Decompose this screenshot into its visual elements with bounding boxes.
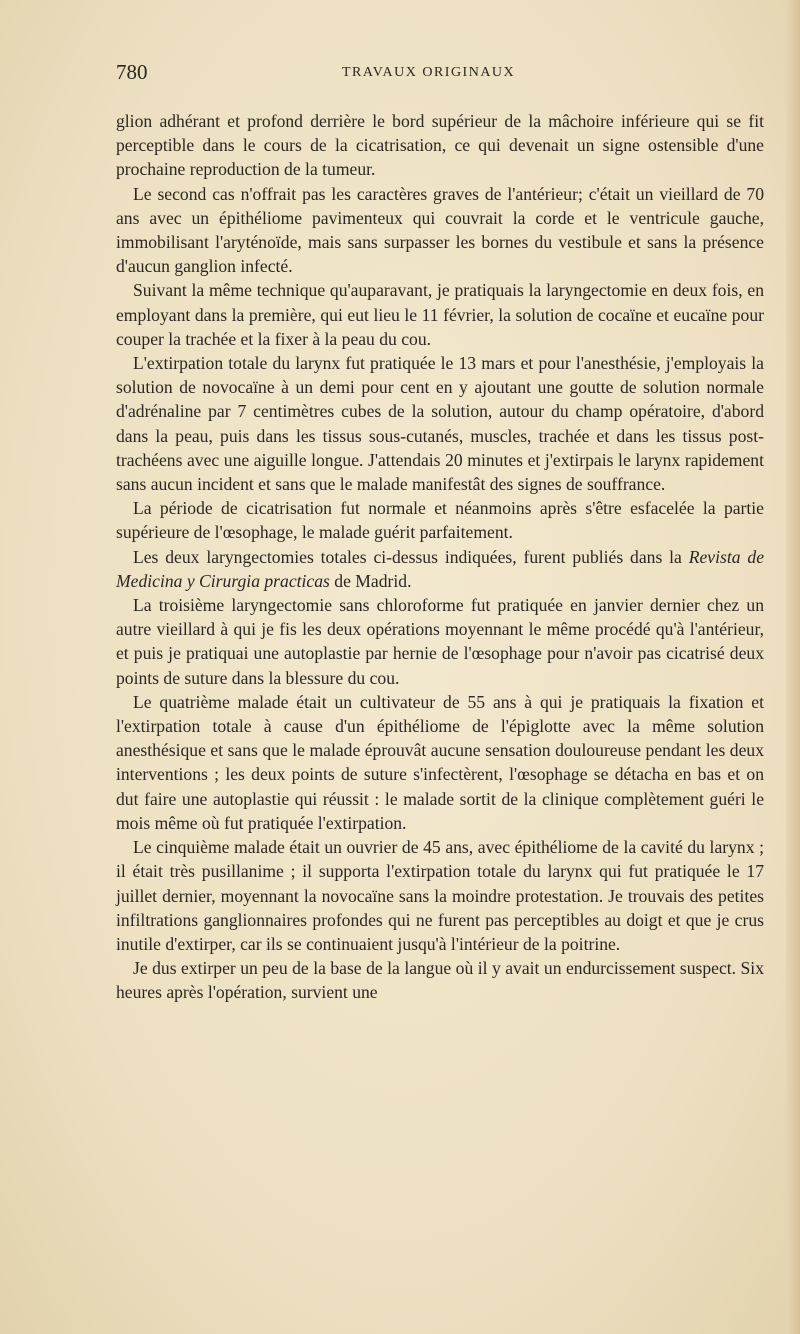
paragraph: Je dus extirper un peu de la base de la langue où il y avait un endurcissement suspect. Six heures après l'opération, survient une (116, 958, 764, 1003)
paragraph: La période de cicatrisation fut normale et néanmoins après s'être esfacelée la partie supérieure de l'œsophage, le malade guérit parfaitement. (116, 498, 764, 543)
paragraph: Le quatrième malade était un cultivateur de 55 ans à qui je pratiquais la fixation et l'extirpation totale à cause d'un épithéliome de l'épiglotte avec la même solution anesthésique et sans que le malade éprouvât aucune sensation douloureuse pendant les deux interventions ; les deux points de suture s'infectèrent, l'œsophage se détacha en bas et on dut faire une autoplastie qui réussit : le malade sortit de la clinique complètement guéri le mois même où fut pratiquée l'extirpation. (116, 691, 764, 833)
citation-lead: Les deux laryngectomies totales ci-dessus indiquées, furent publiés dans la (133, 546, 682, 567)
journal-location: de Madrid. (334, 570, 412, 591)
running-head (116, 60, 766, 92)
paragraph: Suivant la même technique qu'auparavant, je pratiquais la laryngectomie en deux fois, en employant dans la première, qui eut lieu le 11 février, la solution de cocaïne et eucaïne pour couper la trachée et la fixer à la peau du cou. (116, 280, 764, 349)
page-number: 780 (116, 60, 148, 84)
paragraph: L'extirpation totale du larynx fut pratiquée le 13 mars et pour l'anesthésie, j'employais la solution de novocaïne à un demi pour cent en y ajoutant une goutte de solution normale d'adrénaline par 7 centimètres cubes de la solution, autour du champ opératoire, d'abord dans la peau, puis dans les tissus sous-cutanés, muscles, trachée et dans les tissus post-trachéens avec une aiguille longue. J'attendais 20 minutes et j'extirpais le larynx rapidement sans aucun incident et sans que le malade manifestât des signes de souffrance. (116, 353, 764, 495)
journal-title: Revista de Medicina y Cirurgia practicas (116, 546, 765, 591)
paragraph: Le second cas n'offrait pas les caractères graves de l'antérieur; c'était un vieillard de 70 ans avec un épithéliome pavimenteux qui couvrait la corde et le ventricule gauche, immobilisant l'aryténoïde, mais sans surpasser les bornes du vestibule et sans la présence d'aucun ganglion infecté. (116, 183, 764, 277)
paragraph: glion adhérant et profond derrière le bord supérieur de la mâchoire inférieure qui se fit perceptible dans le cours de la cicatrisation, ce qui devenait un signe ostensible d'une prochaine reproduction de la tumeur. (116, 111, 764, 180)
paragraph-citation (116, 545, 764, 593)
page-edge (786, 0, 800, 1334)
paragraph: Le cinquième malade était un ouvrier de 45 ans, avec épithéliome de la cavité du larynx ; il était très pusillanime ; il supporta l'extirpation totale du larynx qui fut pratiquée le 17 juillet dernier, moyennant la novocaïne sans la moindre protestation. Je trouvais des petites infiltrations ganglionnaires profondes qui ne furent pas perceptibles au doigt et que je crus inutile d'extirper, car ils se continuaient jusqu'à l'intérieur de la poitrine. (116, 837, 764, 954)
paragraph: La troisième laryngectomie sans chloroforme fut pratiquée en janvier dernier chez un autre vieillard à qui je fis les deux opérations moyennant le même procédé qu'à l'antérieur, et puis je pratiquai une autoplastie par hernie de l'œsophage pour n'avoir pas cicatrisé deux points de suture dans la blessure du cou. (116, 595, 764, 688)
article-body (116, 109, 764, 1005)
section-title: TRAVAUX ORIGINAUX (342, 65, 516, 80)
